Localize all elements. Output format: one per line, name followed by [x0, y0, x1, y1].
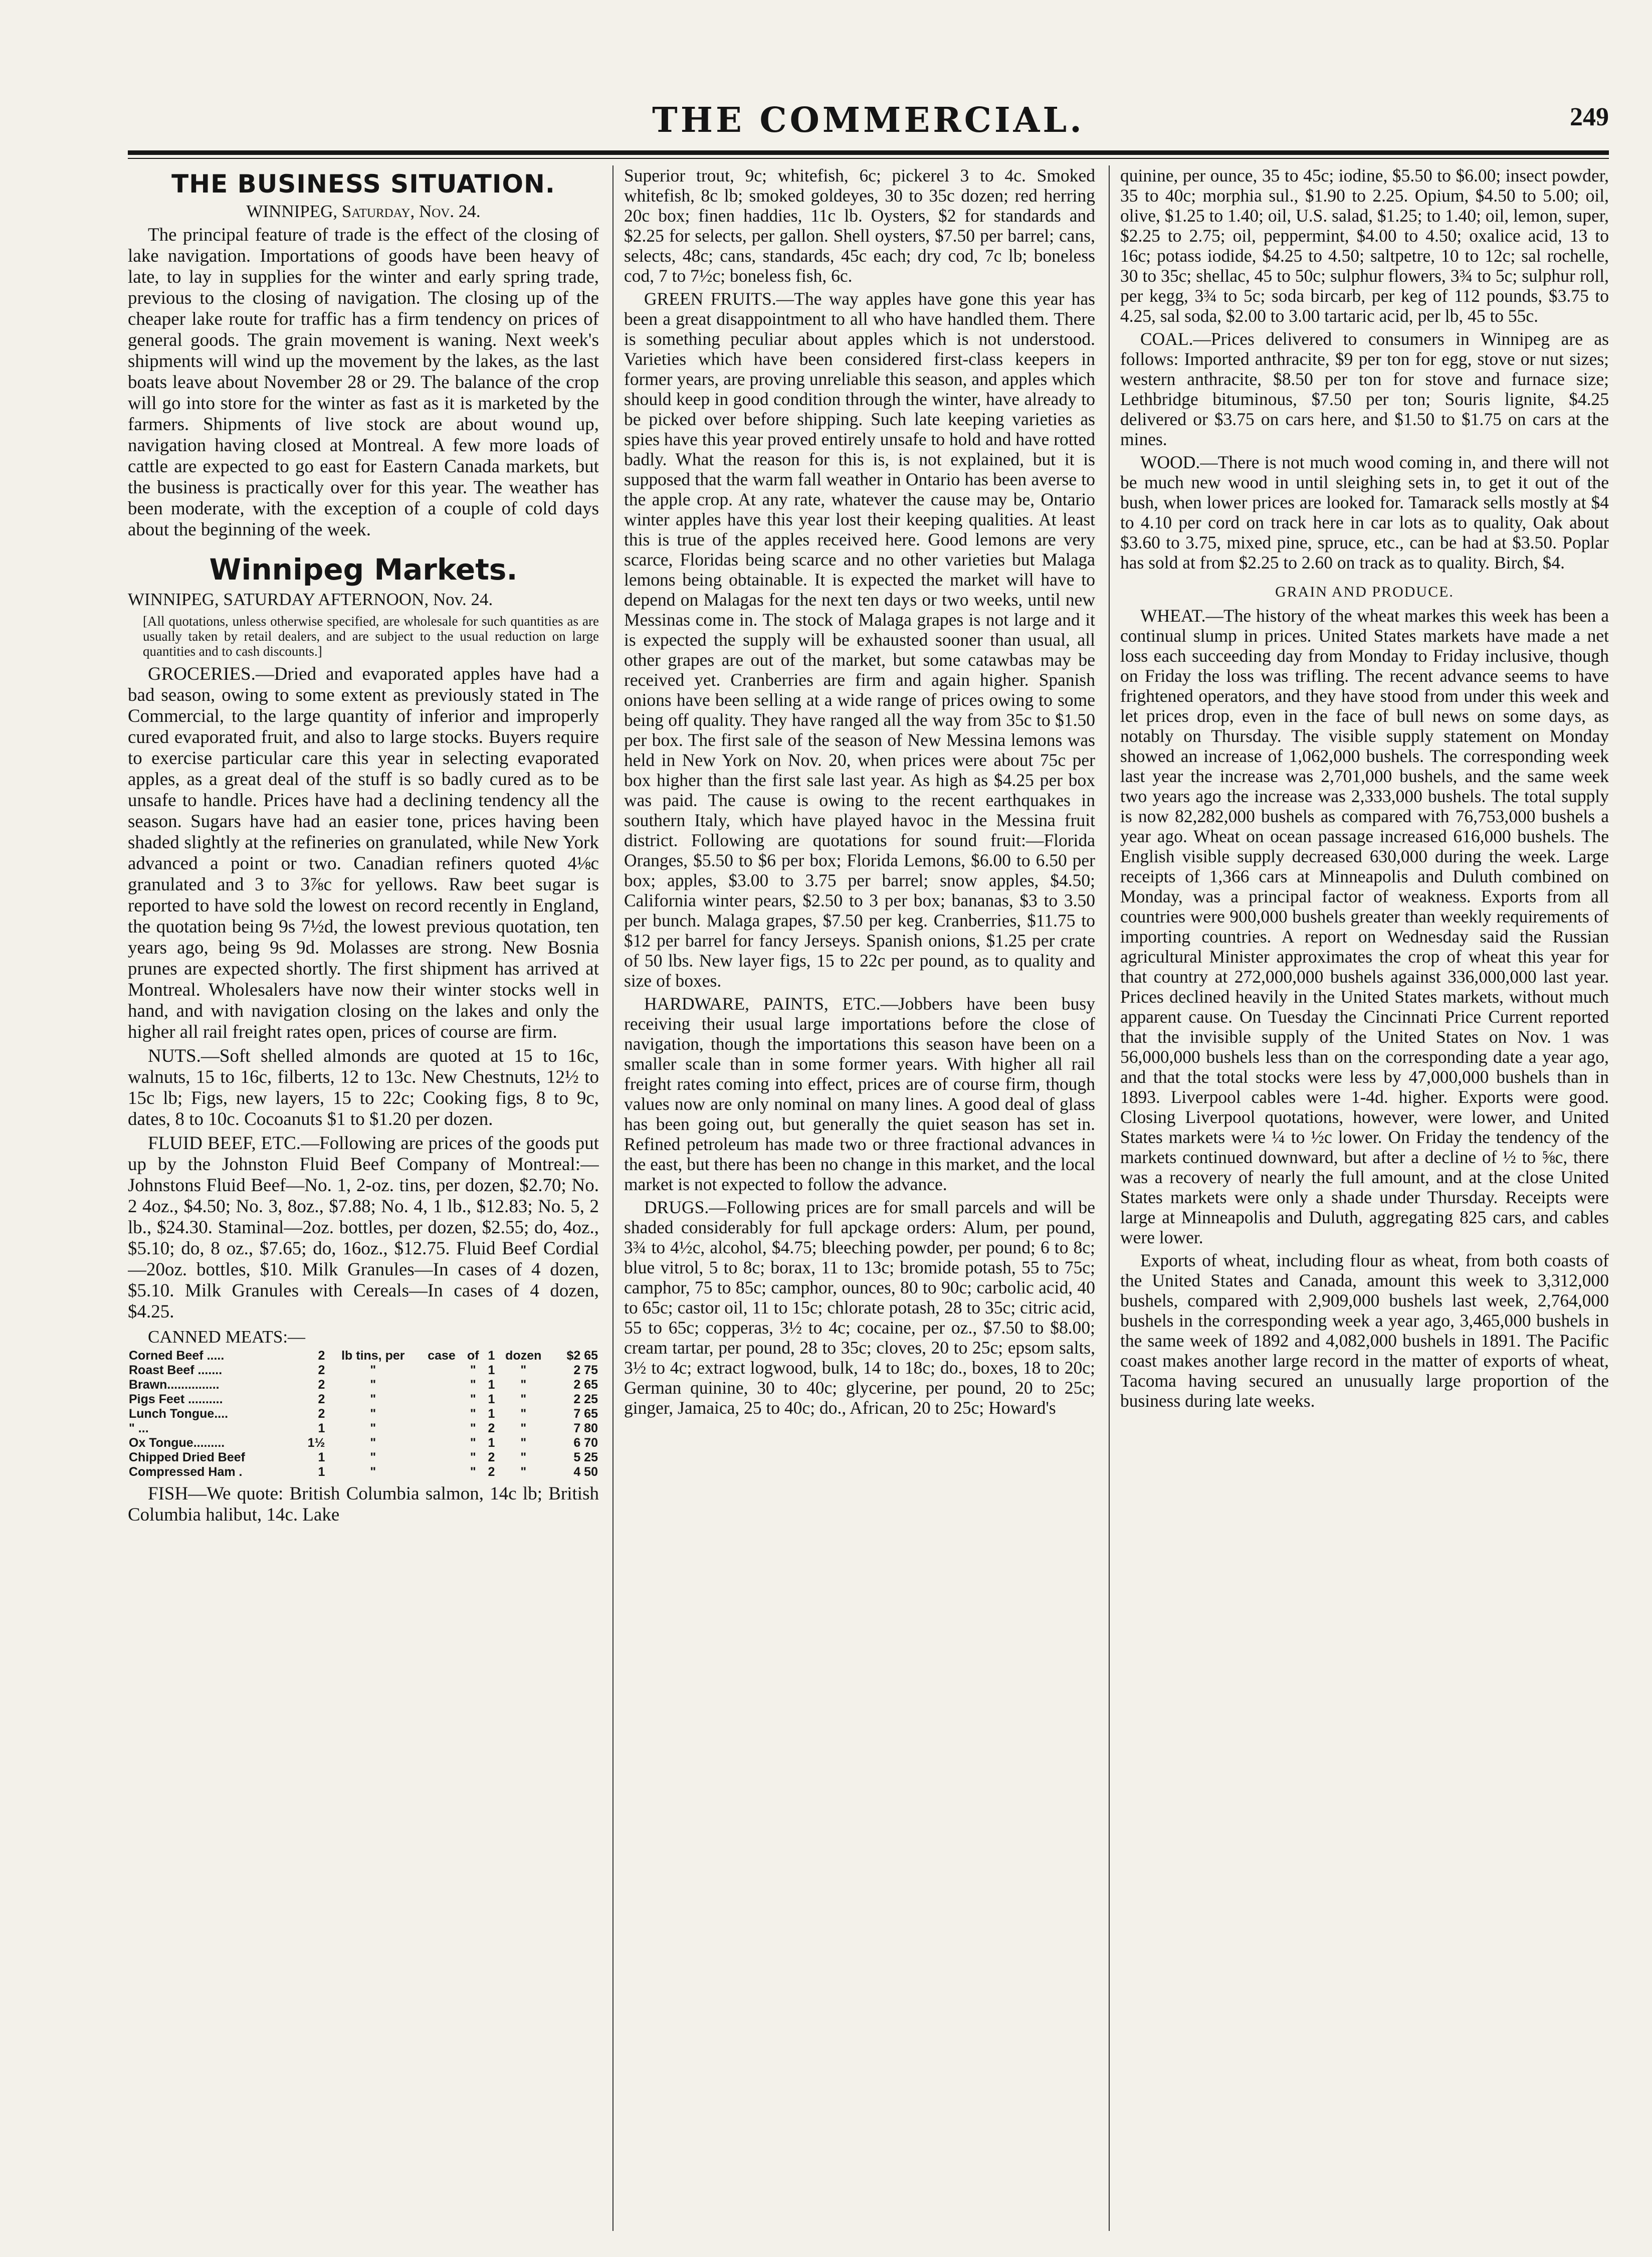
- canned-meat-cell-item: " ...: [129, 1421, 149, 1435]
- groceries-text: —Dried and evaporated apples have had a bad season, owing to some extent as previously stated in The Commercial, to the large quantity of inferior and improperly cured evaporated fruit, and also to large stocks. Buyers require to exercise particular care this year in selecting evaporated apples, as a great deal of the stuff is so badly cured as to be unsafe to handle. Prices have had a declining tendency all the season. Sugars have had an easier tone, prices having been shaded slightly at the refineries on granulated, while New York advanced a point or two. Canadian refiners quoted 4⅛c granulated and 3 to 3⅞c for yellows. Raw beet sugar is reported to have sold the lowest on record recently in England, the quotation being 9s 7½d, the lowest previous quotation, ten years ago, being 9s 9d. Molasses are strong. New Bosnia prunes are expected shortly. The first shipment has arrived at Montreal. Wholesalers have now their winter stocks well in hand, and with navigation closing on the lakes and only the higher all rail freight rates open, prices of course are firm.: [128, 664, 599, 1042]
- canned-meat-cell-c2: ": [470, 1421, 476, 1435]
- canned-meat-cell-c2: ": [470, 1465, 476, 1479]
- canned-meat-cell-tins: lb tins, per: [341, 1349, 405, 1363]
- canned-meat-cell-unit: ": [520, 1363, 527, 1377]
- canned-meat-cell-lb: 1½: [307, 1436, 325, 1450]
- column-1: [128, 165, 599, 2241]
- canned-meat-cell-price: 2 25: [573, 1392, 598, 1406]
- canned-meat-cell-lb: 2: [318, 1407, 325, 1421]
- canned-meat-cell-c2: ": [470, 1378, 476, 1392]
- nuts-text: —Soft shelled almonds are quoted at 15 to 16c, walnuts, 15 to 16c, filberts, 12 to 13c. New Chestnuts, 12½ to 15c lb; Figs, new layers, 15 to 22c; Cooking figs, 8 to 9c, dates, 8 to 10c. Cocoanuts $1 to $1.20 per dozen.: [128, 1046, 599, 1130]
- canned-meat-cell-price: 2 75: [573, 1363, 598, 1377]
- canned-meat-cell-item: Lunch Tongue....: [129, 1407, 229, 1421]
- canned-meat-cell-lb: 1: [318, 1450, 325, 1464]
- canned-meat-cell-doz: 1: [488, 1349, 495, 1363]
- canned-meat-cell-c1: [420, 1392, 463, 1407]
- canned-meat-cell-c2: ": [470, 1436, 476, 1450]
- header-rule-thin: [128, 158, 1609, 159]
- canned-meat-cell-doz: 1: [488, 1363, 495, 1377]
- column-divider: [1109, 165, 1110, 2231]
- canned-meat-row: [128, 1436, 599, 1450]
- canned-meat-row: [128, 1378, 599, 1392]
- canned-meat-cell-unit: ": [520, 1465, 527, 1479]
- canned-meat-row: [128, 1363, 599, 1378]
- canned-meat-cell-c1: case: [428, 1349, 456, 1363]
- canned-meat-cell-tins: ": [370, 1407, 376, 1421]
- column-2: [624, 165, 1095, 2241]
- canned-meat-cell-doz: 1: [488, 1392, 495, 1406]
- canned-meat-cell-price: 7 65: [573, 1407, 598, 1421]
- canned-meat-cell-lb: 2: [318, 1349, 325, 1363]
- canned-meat-row: [128, 1450, 599, 1465]
- canned-meat-cell-c2: ": [470, 1392, 476, 1406]
- hardware-text: —Jobbers have been busy receiving their usual large importations before the close of navigation, though the importations this season have been on a smaller scale than in some former years. With higher all rail freight rates coming into effect, prices are of course firm, though values now are only nominal on many lines. A good deal of glass has been going out, but generally the quiet season has set in. Refined petroleum has made two or three fractional advances in the east, but there has been no change in this market, and the local market is not expected to follow the advance.: [624, 994, 1095, 1194]
- groceries-paragraph: [128, 664, 599, 1043]
- canned-meat-cell-lb: 2: [318, 1378, 325, 1392]
- canned-meat-cell-c1: [420, 1421, 463, 1436]
- canned-meat-cell-doz: 1: [488, 1436, 495, 1450]
- canned-meat-cell-price: 5 25: [573, 1450, 598, 1464]
- quotations-note: [All quotations, unless otherwise specified, are wholesale for such quantities as are usually taken by retail dealers, and are subject to the usual reduction on large quantities and to cash discounts.]: [143, 614, 599, 659]
- canned-meat-cell-c1: [420, 1378, 463, 1392]
- canned-meat-cell-price: 7 80: [573, 1421, 598, 1435]
- canned-meat-cell-c1: [420, 1363, 463, 1378]
- coal-text: —Prices delivered to consumers in Winnipeg are as follows: Imported anthracite, $9 per ton for egg, stove or nut sizes; western anthracite, $8.50 per ton for stove and furnace size; Lethbridge bituminous, $7.50 per ton; Souris lignite, $4.25 delivered or $3.75 on cars here, and $1.50 to $1.75 on cars at the mines.: [1120, 329, 1609, 449]
- nuts-heading: NUTS.: [148, 1046, 201, 1066]
- canned-meat-cell-c2: of: [467, 1349, 479, 1363]
- canned-meat-cell-doz: 1: [488, 1378, 495, 1392]
- canned-meat-row: [128, 1465, 599, 1479]
- canned-meat-cell-c1: [420, 1465, 463, 1479]
- canned-meat-cell-tins: ": [370, 1436, 376, 1450]
- wheat-exports-paragraph: Exports of wheat, including flour as wheat, from both coasts of the United States and Canada, amount this week to 3,312,000 bushels, compared with 2,909,000 bushels last week, 2,764,000 bushels in the corresponding week a year ago, 3,465,000 bushels in the same week of 1892 and 4,082,000 bushels in 1891. The Pacific coast makes another large record in the matter of exports of wheat, Tacoma having secured an unusually large proportion of the business during late weeks.: [1120, 1250, 1609, 1411]
- canned-meat-cell-price: 6 70: [573, 1436, 598, 1450]
- grain-produce-title: GRAIN AND PRODUCE.: [1275, 584, 1454, 600]
- page-header: [128, 100, 1609, 155]
- canned-meat-cell-unit: ": [520, 1392, 527, 1406]
- wheat-heading: WHEAT.: [1140, 606, 1206, 626]
- canned-meat-cell-tins: ": [370, 1363, 376, 1377]
- green-fruits-text: —The way apples have gone this year has been a great disappointment to all who have handled them. There is something peculiar about apples which is not understood. Varieties which have been considered first-class keepers in former years, are proving unreliable this season, and apples which should keep in good condition through the winter, have already to be picked over before shipping. Such late keeping varieties as spies have this year proved entirely unsafe to hold and have rotted badly. What the reason for this is, is not explained, but it is supposed that the warm fall weather in Ontario has been averse to the apple crop. At any rate, whatever the cause may be, Ontario winter apples have this year lost their keeping qualities. At least this is true of the apples received here. Good lemons are very scarce, Floridas being scarce and no other varieties but Malaga lemons being obtainable. It is expected the market will have to depend on Malagas for the next ten days or two weeks, until new Messinas come in. The stock of Malaga grapes is not large and it is expected the supply will be exhausted sooner than usual, all other grapes are out of the market, but some catawbas may be received yet. Cranberries are firm and again higher. Spanish onions have been selling at a wide range of prices owing to some being off quality. They have ranged all the way from 35c to $1.50 per box. The first sale of the season of New Messina lemons was held in New York on Nov. 20, when prices were about 75c per box higher than the first sale last year. As high as $4.25 per box was paid. The cause is owing to the recent earthquakes in southern Italy, which have played havoc in the Messina fruit district. Following are quotations for sound fruit:—Florida Oranges, $5.50 to $6 per box; Florida Lemons, $6.00 to 6.50 per box; apples, $3.00 to 3.75 per barrel; snow apples, $4.50; California winter pears, $2.50 to 3 per box; bananas, $3 to 3.50 per bunch. Malaga grapes, $7.50 per keg. Cranberries, $11.75 to $12 per barrel for fancy Jerseys. Spanish onions, $1.25 per crate of 50 lbs. New layer figs, 15 to 22c per pound, as to quality and size of boxes.: [624, 289, 1095, 991]
- fish-text: —We quote: British Columbia salmon, 14c lb; British Columbia halibut, 14c. Lake: [128, 1483, 599, 1525]
- canned-meat-cell-item: Corned Beef .....: [129, 1349, 225, 1363]
- canned-meat-cell-lb: 2: [318, 1392, 325, 1406]
- canned-meat-cell-item: Compressed Ham .: [129, 1465, 243, 1479]
- column-divider: [612, 165, 613, 2231]
- business-dateline: WINNIPEG, Saturday, Nov. 24.: [246, 202, 481, 221]
- fluid-beef-paragraph: [128, 1133, 599, 1323]
- canned-meat-cell-c2: ": [470, 1407, 476, 1421]
- groceries-heading: GROCERIES.: [148, 664, 256, 684]
- canned-meat-cell-price: 4 50: [573, 1465, 598, 1479]
- wheat-paragraph: [1120, 606, 1609, 1247]
- canned-meat-cell-item: Roast Beef .......: [129, 1363, 223, 1377]
- drugs-continued: quinine, per ounce, 35 to 45c; iodine, $5.50 to $6.00; insect powder, 35 to 40c; morphia sul., $1.90 to 2.25. Opium, $4.50 to 5.00; oil, olive, $1.25 to 1.40; oil, U.S. salad, $1.25; to 1.40; oil, lemon, super, $2.25 to 2.75; oil, peppermint, $4.00 to 4.50; oxalice acid, 13 to 16c; potass iodide, $4.25 to 4.50; saltpetre, 10 to 12c; sal rochelle, 30 to 35c; shellac, 45 to 50c; sulphur flowers, 3¾ to 5c; sulphur roll, per kegg, 3¾ to 5c; soda bircarb, per keg of 112 pounds, $3.75 to 4.25, sal soda, $2.00 to 3.00 tartaric acid, per lb, 45 to 55c.: [1120, 165, 1609, 326]
- canned-meat-cell-item: Pigs Feet ..........: [129, 1392, 223, 1406]
- canned-meat-cell-c1: [420, 1450, 463, 1465]
- wood-paragraph: [1120, 452, 1609, 573]
- canned-meat-row: [128, 1349, 599, 1363]
- canned-meat-cell-item: Brawn...............: [129, 1378, 220, 1392]
- canned-meat-cell-tins: ": [370, 1392, 376, 1406]
- canned-meat-cell-price: $2 65: [566, 1349, 598, 1363]
- business-situation-title: THE BUSINESS SITUATION.: [171, 169, 555, 199]
- fish-heading: FISH: [148, 1483, 188, 1504]
- drugs-text: —Following prices are for small parcels and will be shaded considerably for full apckage orders: Alum, per pound, 3¾ to 4½c, alcohol, $4.75; bleeching powder, per pound; 6 to 8c; blue vitrol, 5 to 8c; borax, 11 to 13c; bromide potash, 55 to 75c; camphor, 75 to 85c; camphor, ounces, 80 to 90c; carbolic acid, 40 to 65c; castor oil, 11 to 15c; chlorate potash, 28 to 35c; citric acid, 55 to 65c; copperas, 3½ to 4c; cocaine, per oz., $7.50 to $8.00; cream tartar, per pound, 28 to 35c; cloves, 20 to 25c; epsom salts, 3½ to 4c; extract logwood, bulk, 14 to 18c; do., boxes, 18 to 20c; German quinine, 30 to 40c; glycerine, per pound, 20 to 25c; ginger, Jamaica, 25 to 40c; do., African, 20 to 25c; Howard's: [624, 1197, 1095, 1418]
- canned-meat-cell-c1: [420, 1436, 463, 1450]
- page-number: 249: [1570, 103, 1609, 131]
- fish-continued: Superior trout, 9c; whitefish, 6c; pickerel 3 to 4c. Smoked whitefish, 8c lb; smoked goldeyes, 30 to 35c dozen; red herring 20c box; finen haddies, 11c lb. Oysters, $2 for standards and $2.25 for selects, per gallon. Shell oysters, $7.50 per barrel; cans, selects, 48c; cans, standards, 45c each; dry cod, 7c lb; boneless cod, 7 to 7½c; boneless fish, 6c.: [624, 165, 1095, 286]
- canned-meat-cell-lb: 2: [318, 1363, 325, 1377]
- canned-meat-row: [128, 1421, 599, 1436]
- canned-meat-cell-doz: 1: [488, 1407, 495, 1421]
- nuts-paragraph: [128, 1046, 599, 1130]
- canned-meat-cell-lb: 1: [318, 1421, 325, 1435]
- drugs-paragraph: [624, 1197, 1095, 1418]
- markets-dateline: WINNIPEG, SATURDAY AFTERNOON, Nov. 24.: [128, 590, 493, 609]
- canned-meat-cell-item: Ox Tongue.........: [129, 1436, 225, 1450]
- canned-meats-table: [128, 1349, 599, 1479]
- canned-meat-cell-doz: 2: [488, 1465, 495, 1479]
- canned-meat-cell-c2: ": [470, 1363, 476, 1377]
- drugs-heading: DRUGS.: [644, 1197, 709, 1217]
- green-fruits-heading: GREEN FRUITS.: [644, 289, 776, 309]
- canned-meat-cell-unit: ": [520, 1436, 527, 1450]
- canned-meat-row: [128, 1407, 599, 1421]
- canned-meat-cell-item: Chipped Dried Beef: [129, 1450, 245, 1464]
- fluid-beef-text: —Following are prices of the goods put up by the Johnston Fluid Beef Company of Montreal:—Johnstons Fluid Beef—No. 1, 2-oz. tins, per dozen, $2.70; No. 2 4oz., $4.50; No. 3, 8oz., $7.88; No. 4, 1 lb., $12.83; No. 5, 2 lb., $24.30. Staminal—2oz. bottles, per dozen, $2.55; do, 4oz., $5.10; do, 8 oz., $7.65; do, 16oz., $12.75. Fluid Beef Cordial—20oz. bottles, $10. Milk Granules—In cases of 4 dozen, $5.10. Milk Granules with Cereals—In cases of 4 dozen, $4.25.: [128, 1133, 599, 1322]
- canned-meat-cell-c1: [420, 1407, 463, 1421]
- canned-meats-title: CANNED MEATS:—: [148, 1327, 306, 1347]
- canned-meat-cell-unit: dozen: [505, 1349, 542, 1363]
- canned-meat-cell-tins: ": [370, 1465, 376, 1479]
- wheat-text: —The history of the wheat markes this week has been a continual slump in prices. United States markets have made a net loss each succeeding day from Monday to Friday inclusive, though on Friday the loss was trifling. The recent advance seems to have frightened operators, and they have stood from under this week and let prices drop, even in the face of bull news on some days, as notably on Thursday. The visible supply statement on Monday showed an increase of 1,062,000 bushels. The corresponding week last year the increase was 2,701,000 bushels, and the same week two years ago the increase was 2,333,000 bushels. The total supply is now 82,282,000 bushels as compared with 76,753,000 bushels a year ago. Wheat on ocean passage increased 616,000 bushels. The English visible supply decreased 630,000 during the week. Large receipts of 1,366 cars at Minneapolis and Duluth combined on Monday, was a principal factor of weakness. Exports from all countries were 900,000 bushels greater than weekly requirements of importing countries. A report on Wednesday said the Russian agricultural Minister approximates the crop of wheat this year for that country at 272,000,000 bushels against 336,000,000 last year. Prices declined heavily in the United States markets, without much apparent cause. On Tuesday the Cincinnati Price Current reported that the invisible supply of the United States on Nov. 1 was 56,000,000 bushels less than on the corresponding date a year ago, and that the total stocks were less by 47,000,000 bushels than in 1893. Liverpool cables were 1-4d. higher. Exports were good. Closing Liverpool quotations, however, were lower, and United States markets were ¼ to ½c lower. On Friday the tendency of the markets continued downward, but after a decline of ½ to ⅝c, there was a recovery of nearly the full amount, and at the close United States markets were only a shade under Thursday. Receipts were large at Minneapolis and Duluth, aggregating 825 cars, and cables were lower.: [1120, 606, 1609, 1247]
- winnipeg-markets-title: Winnipeg Markets.: [209, 552, 518, 587]
- canned-meat-cell-doz: 2: [488, 1450, 495, 1464]
- canned-meat-cell-tins: ": [370, 1421, 376, 1435]
- business-paragraph: The principal feature of trade is the effect of the closing of lake navigation. Importations of goods have been heavy of late, to lay in supplies for the winter and early spring trade, previous to the closing of navigation. The closing up of the cheaper lake route for traffic has a firm tendency on prices of general goods. The grain movement is waning. Next week's shipments will wind up the movement by the lakes, as the last boats leave about November 28 or 29. The balance of the crop will go into store for the winter as fast as it is marketed by the farmers. Shipments of live stock are about wound up, navigation having closed at Montreal. A few more loads of cattle are expected to go east for Eastern Canada markets, but the business is practically over for this year. The weather has been moderate, with the exception of a couple of cold days about the beginning of the week.: [128, 225, 599, 540]
- coal-paragraph: [1120, 329, 1609, 449]
- canned-meat-cell-unit: ": [520, 1378, 527, 1392]
- column-3: [1120, 165, 1609, 2241]
- green-fruits-paragraph: [624, 289, 1095, 991]
- fluid-beef-heading: FLUID BEEF, ETC.: [148, 1133, 301, 1154]
- canned-meat-row: [128, 1392, 599, 1407]
- header-rule: [128, 150, 1609, 155]
- coal-heading: COAL.: [1140, 329, 1193, 349]
- canned-meat-cell-tins: ": [370, 1450, 376, 1464]
- masthead: THE COMMERCIAL.: [652, 100, 1085, 140]
- canned-meat-cell-unit: ": [520, 1450, 527, 1464]
- canned-meat-cell-lb: 1: [318, 1465, 325, 1479]
- hardware-heading: HARDWARE, PAINTS, ETC.: [644, 994, 881, 1014]
- canned-meat-cell-tins: ": [370, 1378, 376, 1392]
- hardware-paragraph: [624, 994, 1095, 1194]
- fish-paragraph: [128, 1483, 599, 1526]
- wood-text: —There is not much wood coming in, and there will not be much new wood in until sleighing sets in, to get it out of the bush, when lower prices are looked for. Tamarack sells mostly at $4 to 4.10 per cord on track here in car lots as to quality, Oak about $3.60 to 3.75, mixed pine, spruce, etc., can be had at $3.50. Poplar has sold at from $2.25 to 2.60 on track as to quality. Birch, $4.: [1120, 452, 1609, 573]
- canned-meat-cell-doz: 2: [488, 1421, 495, 1435]
- canned-meat-cell-unit: ": [520, 1421, 527, 1435]
- canned-meat-cell-unit: ": [520, 1407, 527, 1421]
- canned-meat-cell-price: 2 65: [573, 1378, 598, 1392]
- wood-heading: WOOD.: [1140, 452, 1200, 472]
- canned-meat-cell-c2: ": [470, 1450, 476, 1464]
